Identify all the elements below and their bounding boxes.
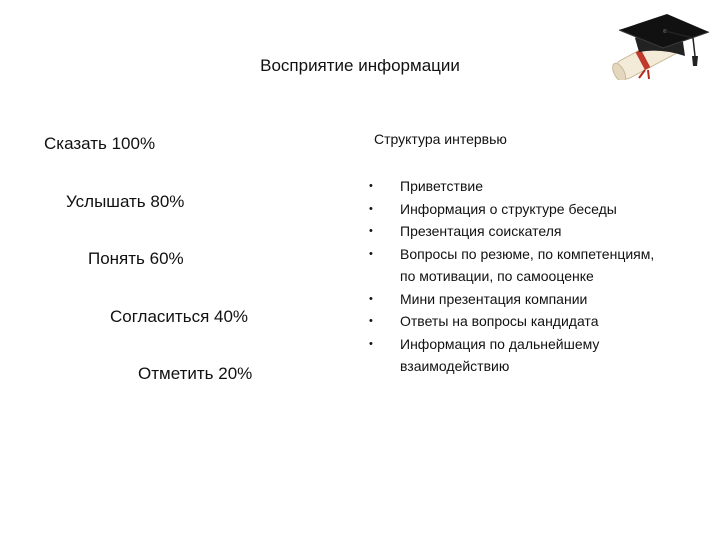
interview-structure-list bbox=[366, 175, 666, 378]
level-hear: Услышать 80% bbox=[66, 192, 185, 211]
list-item bbox=[366, 198, 666, 221]
list-item-text: Вопросы по резюме, по компетенциям, по мотивации, по самооценке bbox=[400, 245, 655, 284]
level-speak: Сказать 100% bbox=[44, 134, 156, 153]
list-item-text: Приветствие bbox=[400, 178, 483, 194]
bullet-icon: • bbox=[369, 225, 373, 237]
level-note: Отметить 20% bbox=[138, 364, 253, 383]
interview-heading: Структура интервью bbox=[374, 131, 507, 147]
list-item bbox=[366, 310, 666, 333]
bullet-icon: • bbox=[369, 247, 373, 260]
list-item bbox=[366, 333, 666, 378]
slide-title: Восприятие информации bbox=[260, 56, 460, 75]
list-item-text: Мини презентация компании bbox=[400, 290, 588, 307]
level-agree: Согласиться 40% bbox=[110, 307, 249, 326]
bullet-icon: • bbox=[369, 292, 373, 305]
bullet-icon: • bbox=[369, 337, 373, 350]
level-understand: Понять 60% bbox=[88, 249, 184, 268]
list-item bbox=[366, 220, 666, 243]
bullet-icon: • bbox=[369, 180, 373, 192]
list-item-text: Ответы на вопросы кандидата bbox=[400, 313, 599, 329]
list-item-text: Информация о структуре беседы bbox=[400, 200, 617, 217]
list-item-text: Информация по дальнейшему взаимодействию bbox=[400, 335, 600, 374]
list-item bbox=[366, 243, 666, 288]
bullet-icon: • bbox=[369, 315, 373, 327]
list-item-text: Презентация соискателя bbox=[400, 223, 562, 239]
list-item bbox=[366, 175, 666, 198]
bullet-icon: • bbox=[369, 202, 373, 215]
list-item bbox=[366, 288, 666, 311]
